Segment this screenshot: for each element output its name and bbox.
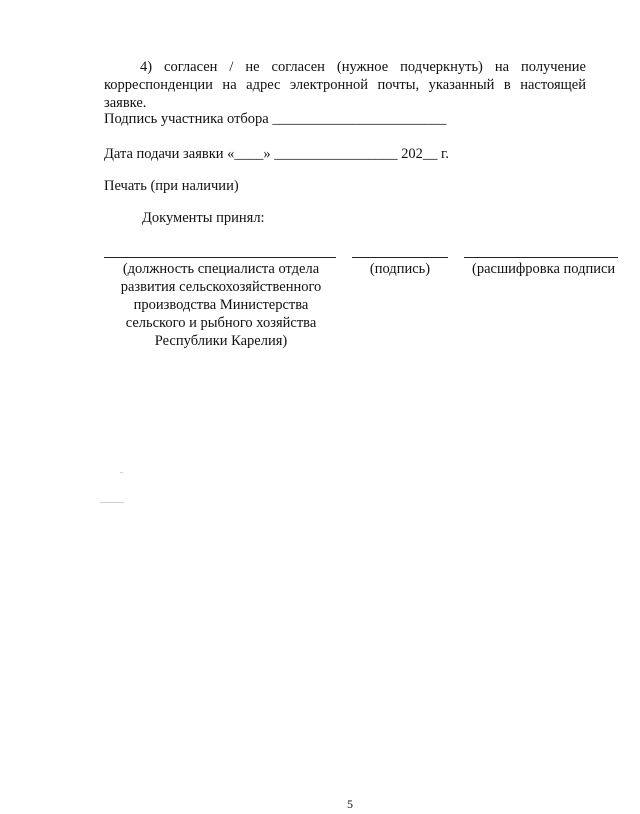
signature-caption: (подпись) <box>369 261 431 277</box>
scan-speck <box>100 502 124 503</box>
page-number: 5 <box>347 797 353 811</box>
scan-speck <box>120 472 123 473</box>
consent-paragraph: 4) согласен / не согласен (нужное подчеркнуть) на получение корреспонденции на адрес электронной почты, указанный в настоящей заявке. <box>104 59 586 111</box>
decoding-rule <box>464 257 618 258</box>
position-caption: (должность специалиста отдела развития сельскохозяйственного производства Министерства сельского и рыбного хозяйства Республики Карелия) <box>120 261 322 349</box>
submission-date-line: Дата подачи заявки «____» _________________ 202__ г. <box>104 146 449 162</box>
signature-rule <box>352 257 448 258</box>
documents-accepted-label: Документы принял: <box>142 210 265 226</box>
seal-line: Печать (при наличии) <box>104 178 239 194</box>
participant-signature-line: Подпись участника отбора ________________________ <box>104 111 447 127</box>
acceptance-signature-block <box>104 244 640 349</box>
decoding-caption: (расшифровка подписи <box>472 261 616 277</box>
position-rule <box>104 257 336 258</box>
